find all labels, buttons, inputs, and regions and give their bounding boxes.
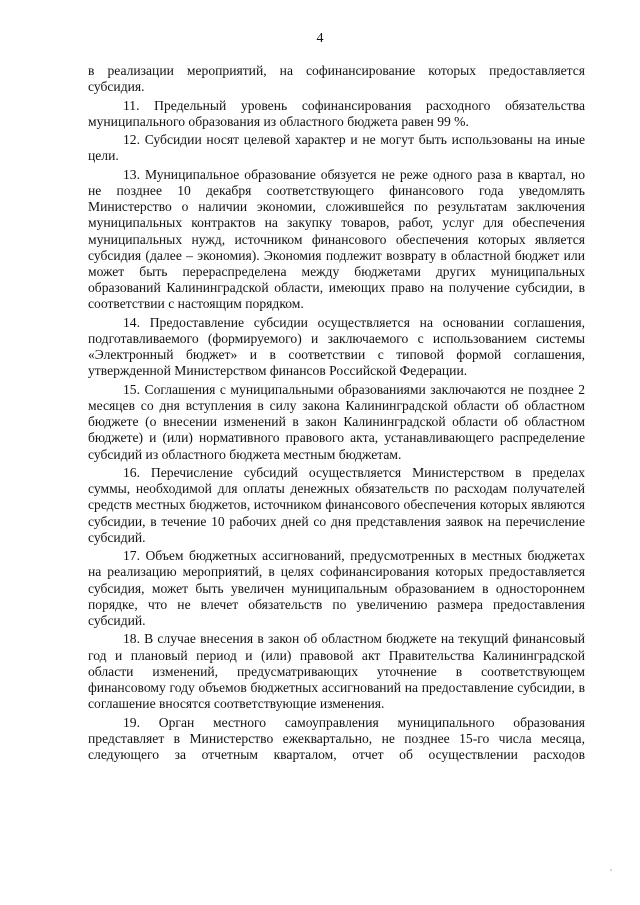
paragraph-14: 14. Предоставление субсидии осуществляется на основании соглашения, подготавливаемого (формируемого) и заключаемого с использованием системы «Электронный бюджет» и в соответствии с типовой формой соглашения, утвержденной Министерством финансов Российской Федерации. — [88, 314, 585, 379]
paragraph-13: 13. Муниципальное образование обязуется не реже одного раза в квартал, но не позднее 10 декабря соответствующего финансового года уведомлять Министерство о наличии экономии, сложившейся по результатам заключения муниципальных контрактов на закупку товаров, работ, услуг для обеспечения муниципальных нужд, источником финансового обеспечения которых является субсидия (далее – экономия). Экономия подлежит возврату в областной бюджет или может быть перераспределена между бюджетами других муниципальных образований Калининградской области, имеющих право на получение субсидии, в соответствии с настоящим порядком. — [88, 166, 585, 312]
page-number: 4 — [316, 31, 324, 46]
paragraph-continuation: в реализации мероприятий, на софинансирование которых предоставляется субсидия. — [88, 63, 585, 95]
paragraph-16: 16. Перечисление субсидий осуществляется Министерством в пределах суммы, необходимой для оплаты денежных обязательств по расходам получателей средств местных бюджетов, источником финансового обеспечения которых являются субсидии, в течение 10 рабочих дней со дня представления заявок на перечисление субсидий. — [88, 465, 585, 545]
paragraph-18: 18. В случае внесения в закон об областном бюджете на текущий финансовый год и плановый период и (или) правовой акт Правительства Калининградской области изменений, предусматривающих уточнение в соответствующем финансовому году объемов бюджетных ассигнований на предоставление субсидии, в соглашение вносятся соответствующие изменения. — [88, 631, 585, 712]
paragraph-17: 17. Объем бюджетных ассигнований, предусмотренных в местных бюджетах на реализацию мероприятий, в целях софинансирования которых предоставляется субсидия, может быть увеличен муниципальным образованием в одностороннем порядке, что не влечет обязательств по увеличению размера предоставления субсидий. — [88, 548, 585, 629]
paragraph-11: 11. Предельный уровень софинансирования расходного обязательства муниципального образования из областного бюджета равен 99 %. — [88, 97, 585, 129]
scan-speck — [610, 869, 612, 871]
paragraph-12: 12. Субсидии носят целевой характер и не могут быть использованы на иные цели. — [88, 132, 585, 164]
paragraph-15: 15. Соглашения с муниципальными образованиями заключаются не позднее 2 месяцев со дня вступления в силу закона Калининградской области об областном бюджете (о внесении изменений в закон Калининградской области об областном бюджете) и (или) нормативного правового акта, устанавливающего распределение субсидий из областного бюджета местным бюджетам. — [88, 381, 585, 462]
paragraph-19: 19. Орган местного самоуправления муниципального образования представляет в Министерство ежеквартально, не позднее 15-го числа месяца, следующего за отчетным кварталом, отчет об осуществлении расходов — [88, 714, 585, 763]
document-body — [88, 63, 585, 763]
